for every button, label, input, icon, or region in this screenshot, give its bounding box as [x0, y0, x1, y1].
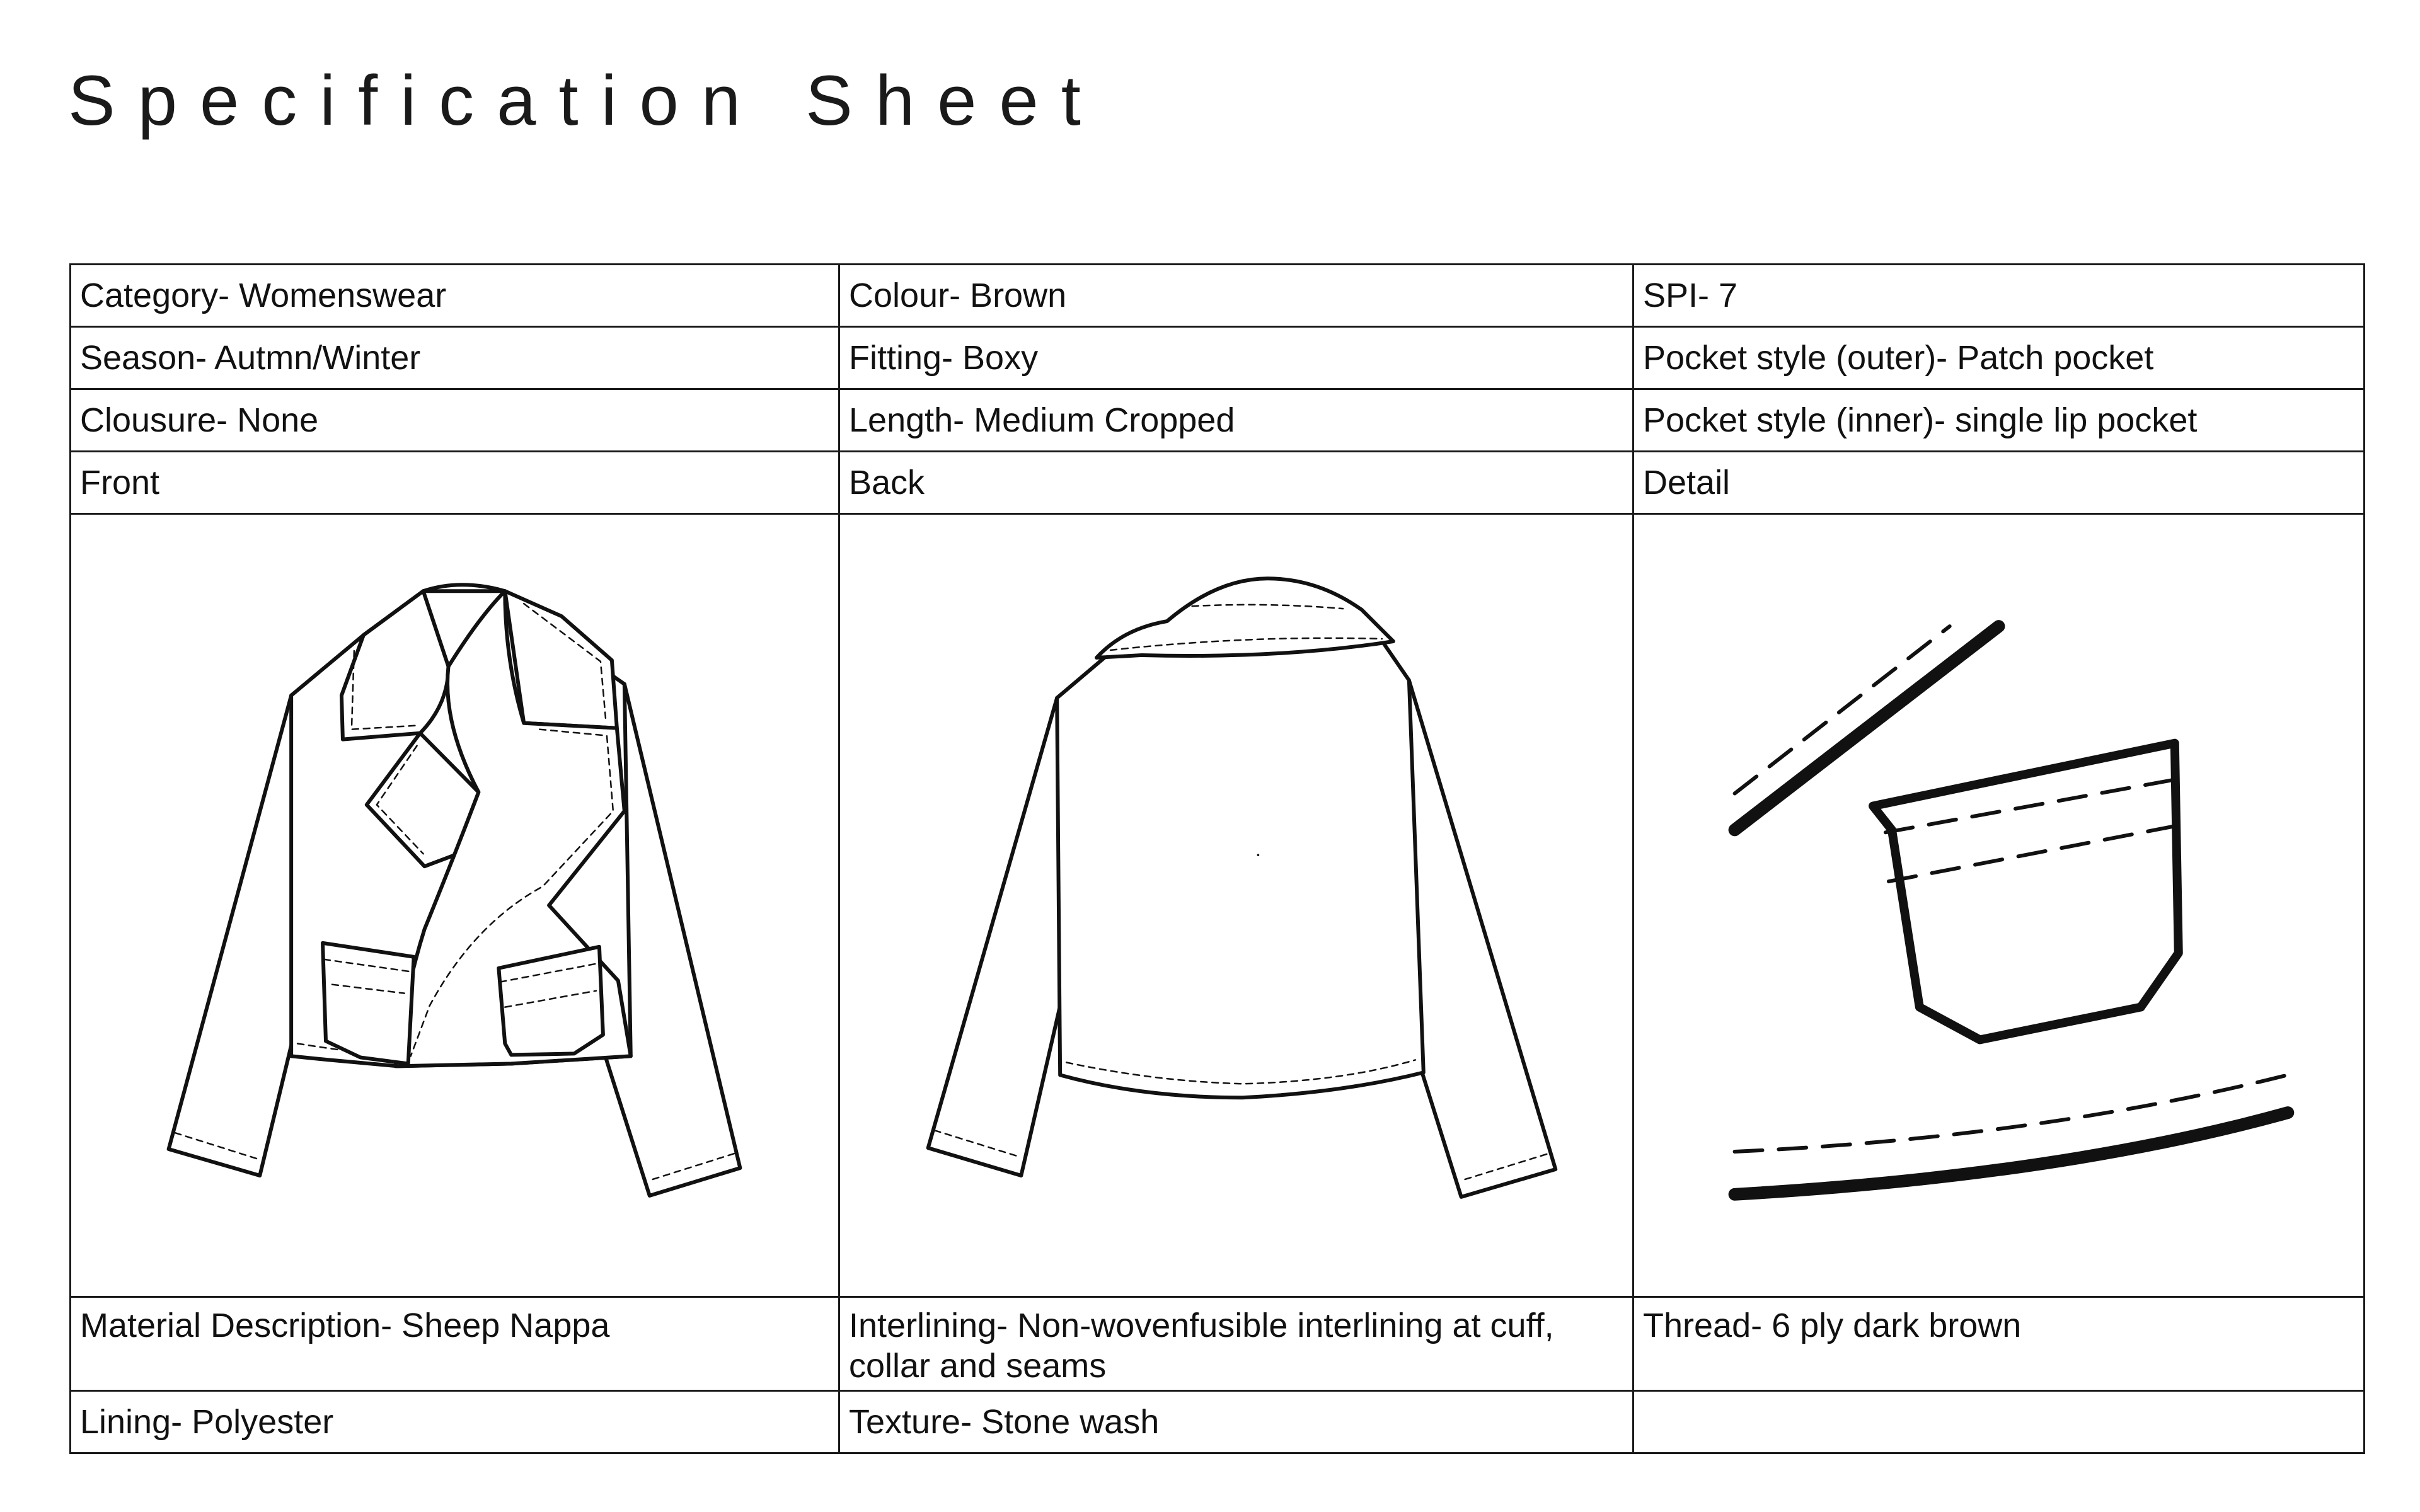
- thread-cell: Thread- 6 ply dark brown: [1634, 1297, 2365, 1391]
- fitting-cell: Fitting- Boxy: [839, 327, 1634, 389]
- colour-cell: Colour- Brown: [839, 265, 1634, 327]
- texture-cell: Texture- Stone wash: [839, 1391, 1634, 1453]
- spi-cell: SPI- 7: [1634, 265, 2365, 327]
- page-title: Specification Sheet: [68, 61, 1103, 140]
- table-row: [71, 1391, 2365, 1453]
- front-sketch-cell: [71, 514, 839, 1297]
- jacket-front-sketch: [71, 515, 838, 1296]
- interlining-cell: Interlining- Non-wovenfusible interlining at cuff, collar and seams: [839, 1297, 1634, 1391]
- material-cell: Material Description- Sheep Nappa: [71, 1297, 839, 1391]
- detail-header: Detail: [1634, 452, 2365, 514]
- spec-table: [69, 263, 2363, 1441]
- season-cell: Season- Autmn/Winter: [71, 327, 839, 389]
- back-sketch-cell: [839, 514, 1634, 1297]
- closure-cell: Clousure- None: [71, 389, 839, 452]
- patch-pocket-detail-sketch: [1634, 515, 2363, 1296]
- table-row: [71, 389, 2365, 452]
- back-header: Back: [839, 452, 1634, 514]
- jacket-back-sketch: [840, 515, 1632, 1296]
- lining-cell: Lining- Polyester: [71, 1391, 839, 1453]
- table-row: [71, 265, 2365, 327]
- pocket-inner-cell: Pocket style (inner)- single lip pocket: [1634, 389, 2365, 452]
- detail-sketch-cell: [1634, 514, 2365, 1297]
- table-row: [71, 1297, 2365, 1391]
- length-cell: Length- Medium Cropped: [839, 389, 1634, 452]
- category-cell: Category- Womenswear: [71, 265, 839, 327]
- table-row: [71, 452, 2365, 514]
- sketch-row: [71, 514, 2365, 1297]
- pocket-outer-cell: Pocket style (outer)- Patch pocket: [1634, 327, 2365, 389]
- front-header: Front: [71, 452, 839, 514]
- empty-cell: [1634, 1391, 2365, 1453]
- table-row: [71, 327, 2365, 389]
